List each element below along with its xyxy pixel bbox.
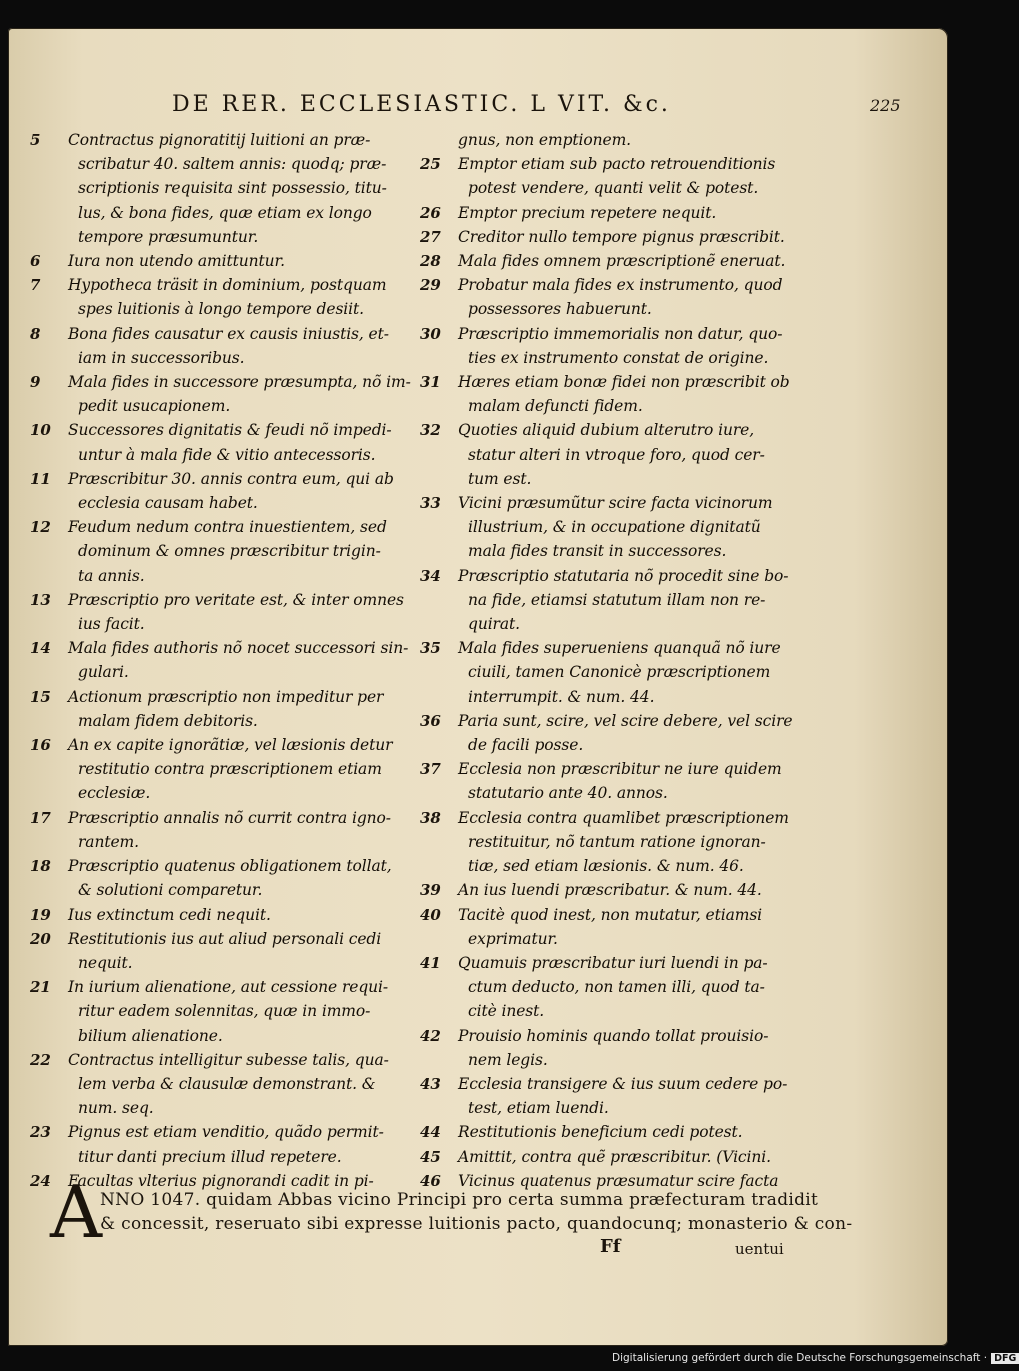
entry-number: 14	[30, 639, 51, 658]
running-title: DE RER. ECCLESIASTIC. L VIT. &c.	[172, 92, 671, 117]
entry-number: 21	[30, 978, 51, 997]
entry-line: tempore præsumuntur.	[78, 227, 259, 246]
entry-line: ta annis.	[78, 566, 145, 585]
summary-entry	[420, 273, 790, 321]
entry-text	[68, 927, 410, 975]
entry-number: 37	[420, 760, 441, 779]
summary-entry	[30, 806, 410, 854]
summary-entry	[420, 903, 790, 951]
entry-line: scriptionis requisita sint possessio, titu-	[78, 179, 387, 198]
entry-line: Contractus intelligitur subesse talis, qua-	[68, 1050, 389, 1069]
entry-number: 36	[420, 711, 441, 730]
summary-entry	[30, 249, 410, 273]
summary-entry	[30, 588, 410, 636]
summary-entry	[420, 491, 790, 564]
summary-entry	[420, 564, 790, 637]
summary-entry	[30, 418, 410, 466]
entry-text	[458, 1024, 790, 1072]
entry-line: In iurium alienatione, aut cessione requi-	[68, 978, 389, 997]
entry-text	[68, 733, 410, 806]
summary-entry	[420, 951, 790, 1024]
entry-line: de facili posse.	[468, 736, 584, 755]
entry-line: Quoties aliquid dubium alterutro iure,	[458, 421, 755, 440]
summary-entry	[420, 128, 790, 152]
entry-line: na fide, etiamsi statutum illam non re-	[468, 590, 766, 609]
entry-line: Emptor precium repetere nequit.	[458, 203, 717, 222]
entry-line: Hæres etiam bonæ fidei non præscribit ob	[458, 373, 790, 392]
entry-line: Mala fides authoris nõ nocet successori sin-	[68, 639, 409, 658]
entry-line: ctum deducto, non tamen illi, quod ta-	[468, 978, 765, 997]
summary-entry	[30, 685, 410, 733]
entry-line: Amittit, contra quẽ præscribitur. (Vicini.	[458, 1147, 771, 1166]
entry-text	[68, 515, 410, 588]
entry-line: mala fides transit in successores.	[468, 542, 727, 561]
entry-text	[458, 951, 790, 1024]
summary-entry	[420, 1120, 790, 1144]
entry-number: 9	[30, 373, 41, 392]
entry-text	[68, 903, 410, 927]
entry-line: restituitur, nõ tantum ratione ignoran-	[468, 832, 766, 851]
entry-number: 23	[30, 1123, 51, 1142]
summary-entry	[420, 878, 790, 902]
entry-line: titur danti precium illud repetere.	[78, 1147, 342, 1166]
entry-line: illustrium, & in occupatione dignitatũ	[468, 518, 761, 537]
summary-entry	[30, 927, 410, 975]
entry-line: potest vendere, quanti velit & potest.	[468, 179, 759, 198]
entry-number: 31	[420, 373, 441, 392]
entry-text	[458, 249, 790, 273]
entry-line: Emptor etiam sub pacto retrouenditionis	[458, 155, 776, 174]
entry-line: statur alteri in vtroque foro, quod cer-	[468, 445, 765, 464]
entry-line: Restitutionis beneficium cedi potest.	[458, 1123, 743, 1142]
entry-text	[458, 225, 790, 249]
summary-entry	[30, 903, 410, 927]
entry-number: 22	[30, 1050, 51, 1069]
footer-text: Digitalisierung gefördert durch die Deutsche Forschungsgemeinschaft ·	[612, 1352, 988, 1364]
entry-number: 11	[30, 469, 51, 488]
entry-number: 13	[30, 590, 51, 609]
entry-number: 32	[420, 421, 441, 440]
summary-entry	[420, 322, 790, 370]
entry-text	[68, 322, 410, 370]
entry-text	[68, 128, 410, 249]
summary-entry	[30, 322, 410, 370]
entry-text	[68, 1048, 410, 1121]
entry-text	[68, 588, 410, 636]
entry-line: Paria sunt, scire, vel scire debere, vel scire	[458, 711, 793, 730]
entry-line: ties ex instrumento constat de origine.	[468, 348, 769, 367]
entry-text	[68, 854, 410, 902]
entry-number: 41	[420, 953, 441, 972]
entry-line: Ius extinctum cedi nequit.	[68, 905, 271, 924]
summary-entry	[420, 709, 793, 757]
summary-entry	[420, 636, 790, 709]
entry-line: untur à mala fide & vitio antecessoris.	[78, 445, 376, 464]
entry-number: 27	[420, 227, 441, 246]
entry-line: lus, & bona fides, quæ etiam ex longo	[78, 203, 372, 222]
entry-line: Restitutionis ius aut aliud personali cedi	[68, 929, 382, 948]
entry-line: Successores dignitatis & feudi nõ impedi-	[68, 421, 392, 440]
summary-entry	[420, 249, 790, 273]
entry-line: Tacitè quod inest, non mutatur, etiamsi	[458, 905, 763, 924]
entry-line: Pignus est etiam venditio, quãdo permit-	[68, 1123, 384, 1142]
entry-line: tum est.	[468, 469, 532, 488]
entry-number: 24	[30, 1171, 51, 1190]
entry-line: Ecclesia non præscribitur ne iure quidem	[458, 760, 782, 779]
entry-number: 38	[420, 808, 441, 827]
entry-text	[68, 418, 410, 466]
entry-line: nem legis.	[468, 1050, 548, 1069]
entry-line: test, etiam luendi.	[468, 1099, 609, 1118]
drop-capital: A	[50, 1170, 102, 1254]
summary-entry	[420, 201, 790, 225]
entry-line: rantem.	[78, 832, 139, 851]
entry-line: Mala fides superueniens quanquã nõ iure	[458, 639, 781, 658]
entry-number: 46	[420, 1171, 441, 1190]
catchword: uentui	[735, 1240, 784, 1258]
entry-line: malam fidem debitoris.	[78, 711, 258, 730]
summary-entry	[30, 273, 410, 321]
digitization-footer	[612, 1352, 1019, 1364]
entry-line: Præscribitur 30. annis contra eum, qui ab	[68, 469, 394, 488]
entry-line: gulari.	[78, 663, 129, 682]
summary-entry	[420, 225, 790, 249]
entry-line: statutario ante 40. annos.	[468, 784, 668, 803]
entry-line: Vicinus quatenus præsumatur scire facta	[458, 1171, 779, 1190]
summary-entry	[30, 1048, 410, 1121]
entry-line: Præscriptio annalis nõ currit contra igno-	[68, 808, 391, 827]
entry-line: quirat.	[468, 615, 520, 634]
entry-text	[68, 370, 411, 418]
summary-entry	[30, 515, 410, 588]
entry-line: Præscriptio quatenus obligationem tollat,	[68, 857, 392, 876]
entry-number: 20	[30, 929, 51, 948]
entry-line: Ecclesia transigere & ius suum cedere po-	[458, 1074, 788, 1093]
summary-entry	[30, 733, 410, 806]
entry-text	[68, 467, 410, 515]
entry-number: 43	[420, 1074, 441, 1093]
entry-text	[458, 1145, 790, 1169]
entry-line: Probatur mala fides ex instrumento, quod	[458, 276, 783, 295]
entry-text	[458, 1072, 790, 1120]
entry-number: 8	[30, 324, 41, 343]
entry-text	[458, 806, 790, 879]
entry-line: An ius luendi præscribatur. & num. 44.	[458, 881, 762, 900]
summary-entry	[30, 1120, 410, 1168]
entry-line: Vicini præsumũtur scire facta vicinorum	[458, 494, 773, 513]
summary-entry	[420, 1145, 790, 1169]
entry-line: pedit usucapionem.	[78, 397, 231, 416]
entry-line: gnus, non emptionem.	[458, 131, 632, 149]
summary-entry	[30, 636, 410, 684]
entry-text	[458, 564, 790, 637]
summary-entry	[420, 418, 790, 491]
entry-line: malam defuncti fidem.	[468, 397, 643, 416]
summary-entry	[420, 757, 790, 805]
entry-line: interrumpit. & num. 44.	[468, 687, 655, 706]
entry-number: 45	[420, 1147, 441, 1166]
entry-text	[68, 806, 410, 854]
body-line-1: NNO 1047. quidam Abbas vicino Principi pro certa summa præfecturam tradidit	[100, 1190, 819, 1210]
entry-line: Iura non utendo amittuntur.	[68, 252, 285, 271]
left-column-summaries	[30, 128, 410, 1193]
summary-entry	[30, 370, 410, 418]
entry-line: nequit.	[78, 953, 133, 972]
entry-number: 29	[420, 276, 441, 295]
entry-number: 40	[420, 905, 441, 924]
summary-entry	[420, 1072, 790, 1120]
entry-line: dominum & omnes præscribitur trigin-	[78, 542, 381, 561]
entry-number: 5	[30, 131, 41, 149]
entry-line: spes luitionis à longo tempore desiit.	[78, 300, 364, 319]
entry-number: 26	[420, 203, 441, 222]
entry-line: bilium alienatione.	[78, 1026, 223, 1045]
entry-number: 18	[30, 857, 51, 876]
entry-text	[68, 685, 410, 733]
entry-line: Facultas vlterius pignorandi cadit in pi-	[68, 1171, 374, 1190]
entry-number: 34	[420, 566, 441, 585]
entry-text	[458, 322, 790, 370]
entry-line: tiæ, sed etiam læsionis. & num. 46.	[468, 857, 744, 876]
entry-number: 35	[420, 639, 441, 658]
entry-line: restitutio contra præscriptionem etiam	[78, 760, 382, 779]
entry-line: lem verba & clausulæ demonstrant. &	[78, 1074, 376, 1093]
entry-text	[68, 975, 410, 1048]
entry-number: 12	[30, 518, 51, 537]
dfg-logo: DFG	[991, 1353, 1019, 1364]
entry-line: possessores habuerunt.	[468, 300, 652, 319]
entry-text	[458, 201, 790, 225]
entry-line: ciuili, tamen Canonicè præscriptionem	[468, 663, 771, 682]
entry-number: 19	[30, 905, 51, 924]
entry-number: 6	[30, 252, 41, 271]
entry-line: Bona fides causatur ex causis iniustis, et-	[68, 324, 389, 343]
entry-line: Mala fides in successore præsumpta, nõ im-	[68, 373, 411, 392]
entry-number: 44	[420, 1123, 441, 1142]
entry-text	[68, 249, 410, 273]
entry-text	[458, 128, 790, 152]
entry-number: 10	[30, 421, 51, 440]
summary-entry	[30, 854, 410, 902]
right-column-summaries	[420, 128, 793, 1193]
entry-line: Actionum præscriptio non impeditur per	[68, 687, 384, 706]
entry-line: ritur eadem solennitas, quæ in immo-	[78, 1002, 371, 1021]
entry-line: Quamuis præscribatur iuri luendi in pa-	[458, 953, 768, 972]
entry-line: Præscriptio statutaria nõ procedit sine bo-	[458, 566, 789, 585]
summary-entry	[420, 152, 790, 200]
entry-line: Mala fides omnem præscriptionẽ eneruat.	[458, 252, 786, 271]
entry-line: Præscriptio pro veritate est, & inter omnes	[68, 590, 404, 609]
entry-number: 7	[30, 276, 41, 295]
entry-line: ecclesia causam habet.	[78, 494, 258, 513]
entry-number: 15	[30, 687, 51, 706]
entry-text	[458, 1120, 790, 1144]
entry-number: 30	[420, 324, 441, 343]
summary-entry	[30, 975, 410, 1048]
body-line-2: & concessit, reseruato sibi expresse luitionis pacto, quandocunq; monasterio & con-	[100, 1214, 853, 1234]
summary-entry	[420, 370, 790, 418]
entry-text	[458, 636, 790, 709]
entry-text	[458, 273, 790, 321]
entry-line: Præscriptio immemorialis non datur, quo-	[458, 324, 783, 343]
entry-text	[68, 273, 410, 321]
entry-line: An ex capite ignorãtiæ, vel læsionis detur	[68, 736, 393, 755]
entry-text	[458, 903, 790, 951]
entry-number: 42	[420, 1026, 441, 1045]
entry-text	[458, 878, 790, 902]
entry-text	[458, 709, 792, 757]
entry-text	[458, 418, 790, 491]
entry-number: 17	[30, 808, 51, 827]
entry-number: 28	[420, 252, 441, 271]
entry-line: iam in successoribus.	[78, 348, 245, 367]
entry-text	[68, 1120, 410, 1168]
entry-line: Hypotheca träsit in dominium, postquam	[68, 276, 387, 295]
entry-line: Contractus pignoratitij luitioni an præ-	[68, 131, 371, 149]
entry-number: 16	[30, 736, 51, 755]
entry-line: exprimatur.	[468, 929, 558, 948]
entry-line: scribatur 40. saltem annis: quodq; præ-	[78, 155, 387, 174]
entry-text	[68, 636, 410, 684]
summary-entry	[420, 1024, 790, 1072]
entry-text	[458, 757, 790, 805]
summary-entry	[30, 467, 410, 515]
entry-number: 33	[420, 494, 441, 513]
entry-line: & solutioni comparetur.	[78, 881, 263, 900]
page-number: 225	[870, 96, 901, 115]
entry-number: 39	[420, 881, 441, 900]
entry-line: citè inest.	[468, 1002, 545, 1021]
signature-mark: Ff	[600, 1236, 621, 1257]
summary-entry	[420, 806, 790, 879]
entry-number: 25	[420, 155, 441, 174]
entry-line: ius facit.	[78, 615, 145, 634]
entry-line: num. seq.	[78, 1099, 154, 1118]
entry-line: Prouisio hominis quando tollat prouisio-	[458, 1026, 769, 1045]
summary-entry	[30, 128, 410, 249]
entry-text	[458, 491, 790, 564]
entry-line: ecclesiæ.	[78, 784, 151, 803]
entry-text	[458, 370, 790, 418]
entry-line: Ecclesia contra quamlibet præscriptionem	[458, 808, 789, 827]
entry-text	[458, 152, 790, 200]
entry-line: Creditor nullo tempore pignus præscribit.	[458, 227, 785, 246]
entry-line: Feudum nedum contra inuestientem, sed	[68, 518, 387, 537]
